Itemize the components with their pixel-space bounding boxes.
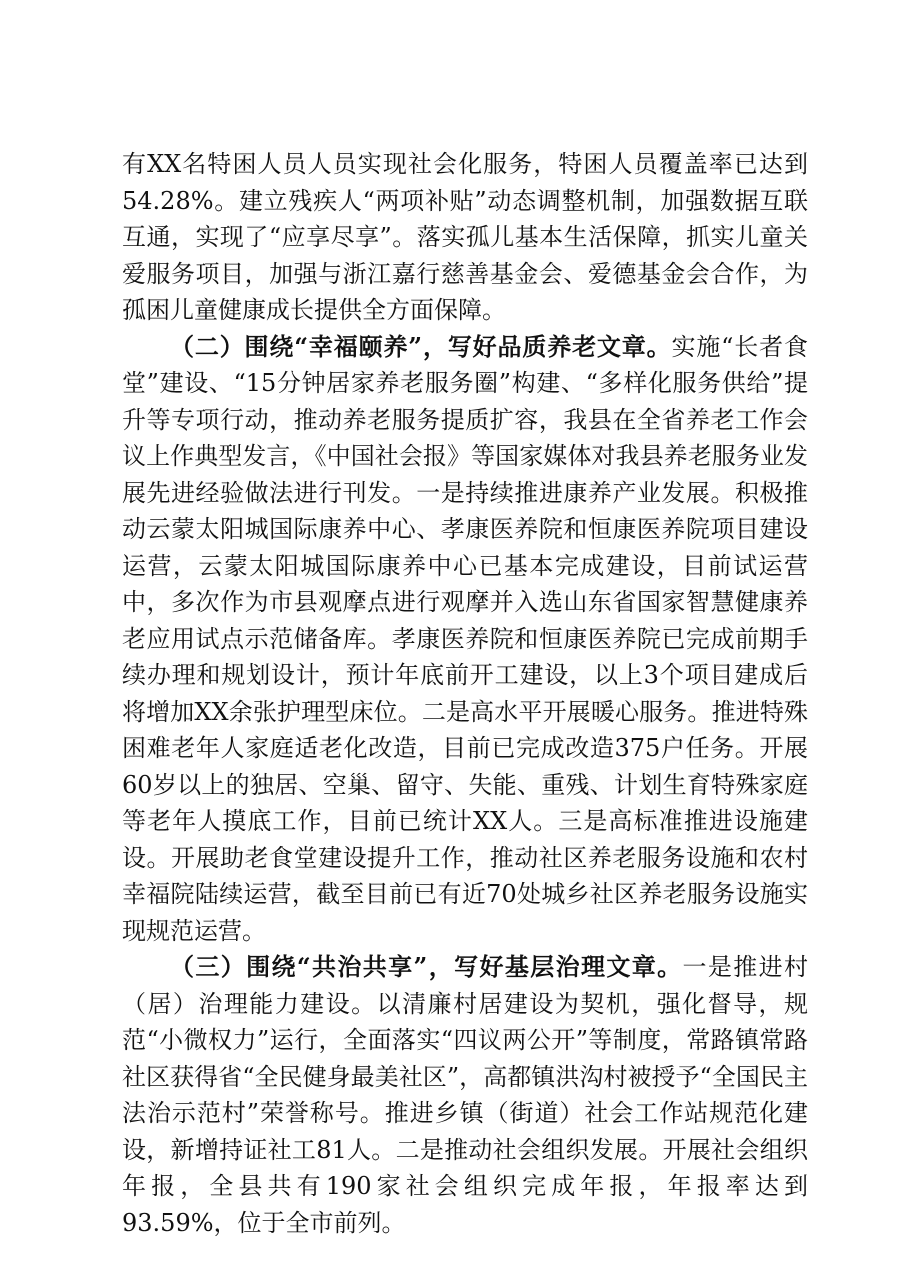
document-body (122, 146, 808, 1241)
paragraph-grassroots-governance (122, 949, 808, 1241)
section-heading-elderly-care: （二）围绕“幸福颐养”，写好品质养老文章。 (170, 331, 672, 361)
paragraph-elderly-care (122, 329, 808, 950)
paragraph-special-poverty-support (122, 146, 808, 329)
paragraph-body: 实施“长者食堂”建设、“15分钟居家养老服务圈”构建、“多样化服务供给”提升等专项行动，推动养老服务提质扩容，我县在全省养老工作会议上作典型发言，《中国社会报》等国家媒体对我县养老服务业发展先进经验做法进行刊发。一是持续推进康养产业发展。积极推动云蒙太阳城国际康养中心、孝康医养院和恒康医养院项目建设运营，云蒙太阳城国际康养中心已基本完成建设，目前试运营中，多次作为市县观摩点进行观摩并入选山东省国家智慧健康养老应用试点示范储备库。孝康医养院和恒康医养院已完成前期手续办理和规划设计，预计年底前开工建设，以上3个项目建成后将增加XX余张护理型床位。二是高水平开展暖心服务。推进特殊困难老年人家庭适老化改造，目前已完成改造375户任务。开展60岁以上的独居、空巢、留守、失能、重残、计划生育特殊家庭等老年人摸底工作，目前已统计XX人。三是高标准推进设施建设。开展助老食堂建设提升工作，推动社区养老服务设施和农村幸福院陆续运营，截至目前已有近70处城乡社区养老服务设施实现规范运营。 (122, 332, 808, 945)
paragraph-body: 有XX名特困人员人员实现社会化服务，特困人员覆盖率已达到54.28%。建立残疾人“两项补贴”动态调整机制，加强数据互联互通，实现了“应享尽享”。落实孤儿基本生活保障，抓实儿童关爱服务项目，加强与浙江嘉行慈善基金会、爱德基金会合作，为孤困儿童健康成长提供全方面保障。 (122, 150, 808, 324)
paragraph-body: 一是推进村（居）治理能力建设。以清廉村居建设为契机，强化督导，规范“小微权力”运行，全面落实“四议两公开”等制度，常路镇常路社区获得省“全民健身最美社区”，高都镇洪沟村被授予“全国民主法治示范村”荣誉称号。推进乡镇（街道）社会工作站规范化建设，新增持证社工81人。二是推动社会组织发展。开展社会组织年报，全县共有190家社会组织完成年报，年报率达到93.59%，位于全市前列。 (122, 953, 809, 1237)
section-heading-grassroots-governance: （三）围绕“共治共享”，写好基层治理文章。 (170, 952, 683, 981)
